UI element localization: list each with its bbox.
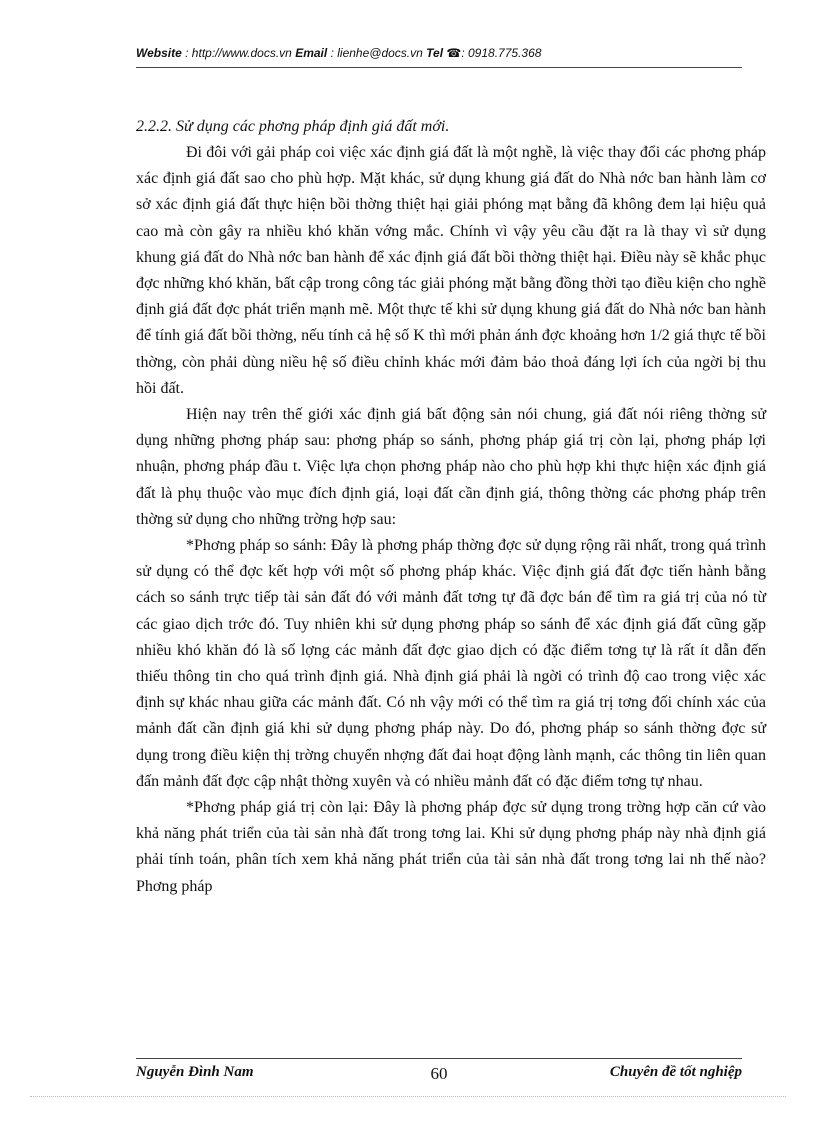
- tel-value: : 0918.775.368: [461, 46, 542, 60]
- paragraph: Đi đôi với gải pháp coi việc xác định giá đất là một nghề, là việc thay đổi các phơng pháp xác định giá đất sao cho phù hợp. Mặt khác, sử dụng khung giá đất do Nhà nớc ban hành làm cơ sở xác định giá đất thực hiện bồi thờng thiệt hại giải phóng mạt bằng đã không đem lại hiệu quả cao mà còn gây ra nhiều khó khăn vớng mắc. Chính vì vậy yêu cầu đặt ra là thay vì sử dụng khung giá đất do Nhà nớc ban hành để xác định giá đất bồi thờng thiệt hại. Điều này sẽ khắc phục đợc những khó khăn, bất cập trong công tác giải phóng mặt bằng đồng thời tạo điều kiện cho nghề định giá đất đợc phát triển mạnh mẽ. Một thực tế khi sử dụng khung giá đất do Nhà nớc ban hành để tính giá đất bồi thờng, nếu tính cả hệ số K thì mới phản ánh đợc khoảng hơn 1/2 giá thực tế bồi thờng, còn phải dùng niều hệ số điều chỉnh khác mới đảm bảo thoả đáng lợi ích của ngời bị thu hồi đất.: [136, 144, 766, 397]
- paragraph: *Phơng pháp giá trị còn lại: Đây là phơng pháp đợc sử dụng trong trờng hợp căn cứ vào khả năng phát triển của tài sản nhà đất trong tơng lai. Khi sử dụng phơng pháp này nhà định giá phải tính toán, phân tích xem khả năng phát triển của tài sản nhà đất trong tơng lai nh thế nào? Phơng pháp: [136, 799, 766, 895]
- footer-divider: [136, 1058, 742, 1059]
- page-header: [136, 46, 742, 60]
- email-label: Email: [295, 46, 328, 60]
- website-url[interactable]: : http://www.docs.vn: [185, 46, 292, 60]
- tel-label: Tel: [426, 46, 444, 60]
- paragraph: Hiện nay trên thế giới xác định giá bất động sản nói chung, giá đất nói riêng thờng sử dụng những phơng pháp sau: phơng pháp so sánh, phơng pháp giá trị còn lại, phơng pháp lợi nhuận, phơng pháp đầu t. Việc lựa chọn phơng pháp nào cho phù hợp khi thực hiện xác định giá đất là phụ thuộc vào mục đích định giá, loại đất cần định giá, thông thờng các phơng pháp trên thờng sử dụng cho những trờng hợp sau:: [136, 406, 766, 528]
- header-divider: [136, 67, 742, 68]
- footer-doc-title: Chuyên đề tốt nghiệp: [609, 1064, 742, 1080]
- phone-icon: ☎: [446, 46, 462, 60]
- page-footer: [136, 1064, 742, 1088]
- footer-author: Nguyễn Đình Nam: [136, 1064, 254, 1080]
- website-label: Website: [136, 46, 182, 60]
- page-bottom-border: [30, 1096, 786, 1097]
- section-title: 2.2.2. Sử dụng các phơng pháp định giá đất mới.: [136, 118, 450, 135]
- paragraph: *Phơng pháp so sánh: Đây là phơng pháp thờng đợc sử dụng rộng rãi nhất, trong quá trình sử dụng có thể đợc kết hợp với một số phơng pháp khác. Việc định giá đất đợc tiến hành bằng cách so sánh trực tiếp tài sản đất đó với mảnh đất tơng tự đã đợc bán để tìm ra giá trị của nó từ các giao dịch trớc đó. Tuy nhiên khi sử dụng phơng pháp so sánh để xác định giá đất cũng gặp nhiều khó khăn đó là số lợng các mảnh đất đợc giao dịch có đặc điểm tơng tự là rất ít dẫn đến thiếu thông tin cho quá trình định giá. Nhà định giá phải là ngời có trình độ cao trong việc xác định sự khác nhau giữa các mảnh đất. Có nh vậy mới có thể tìm ra giá trị tơng đối chính xác của mảnh đất cần định giá khi sử dụng phơng pháp này. Do đó, phơng pháp so sánh thờng đợc sử dụng trong điều kiện thị trờng chuyển nhợng đất đai hoạt động lành mạnh, các thông tin liên quan đấn mảnh đất đợc cập nhật thờng xuyên và có nhiều mảnh đất có đặc điểm tơng tự nhau.: [136, 537, 766, 790]
- email-value[interactable]: : lienhe@docs.vn: [330, 46, 423, 60]
- page-number: 60: [430, 1064, 448, 1083]
- page-body: [136, 114, 766, 900]
